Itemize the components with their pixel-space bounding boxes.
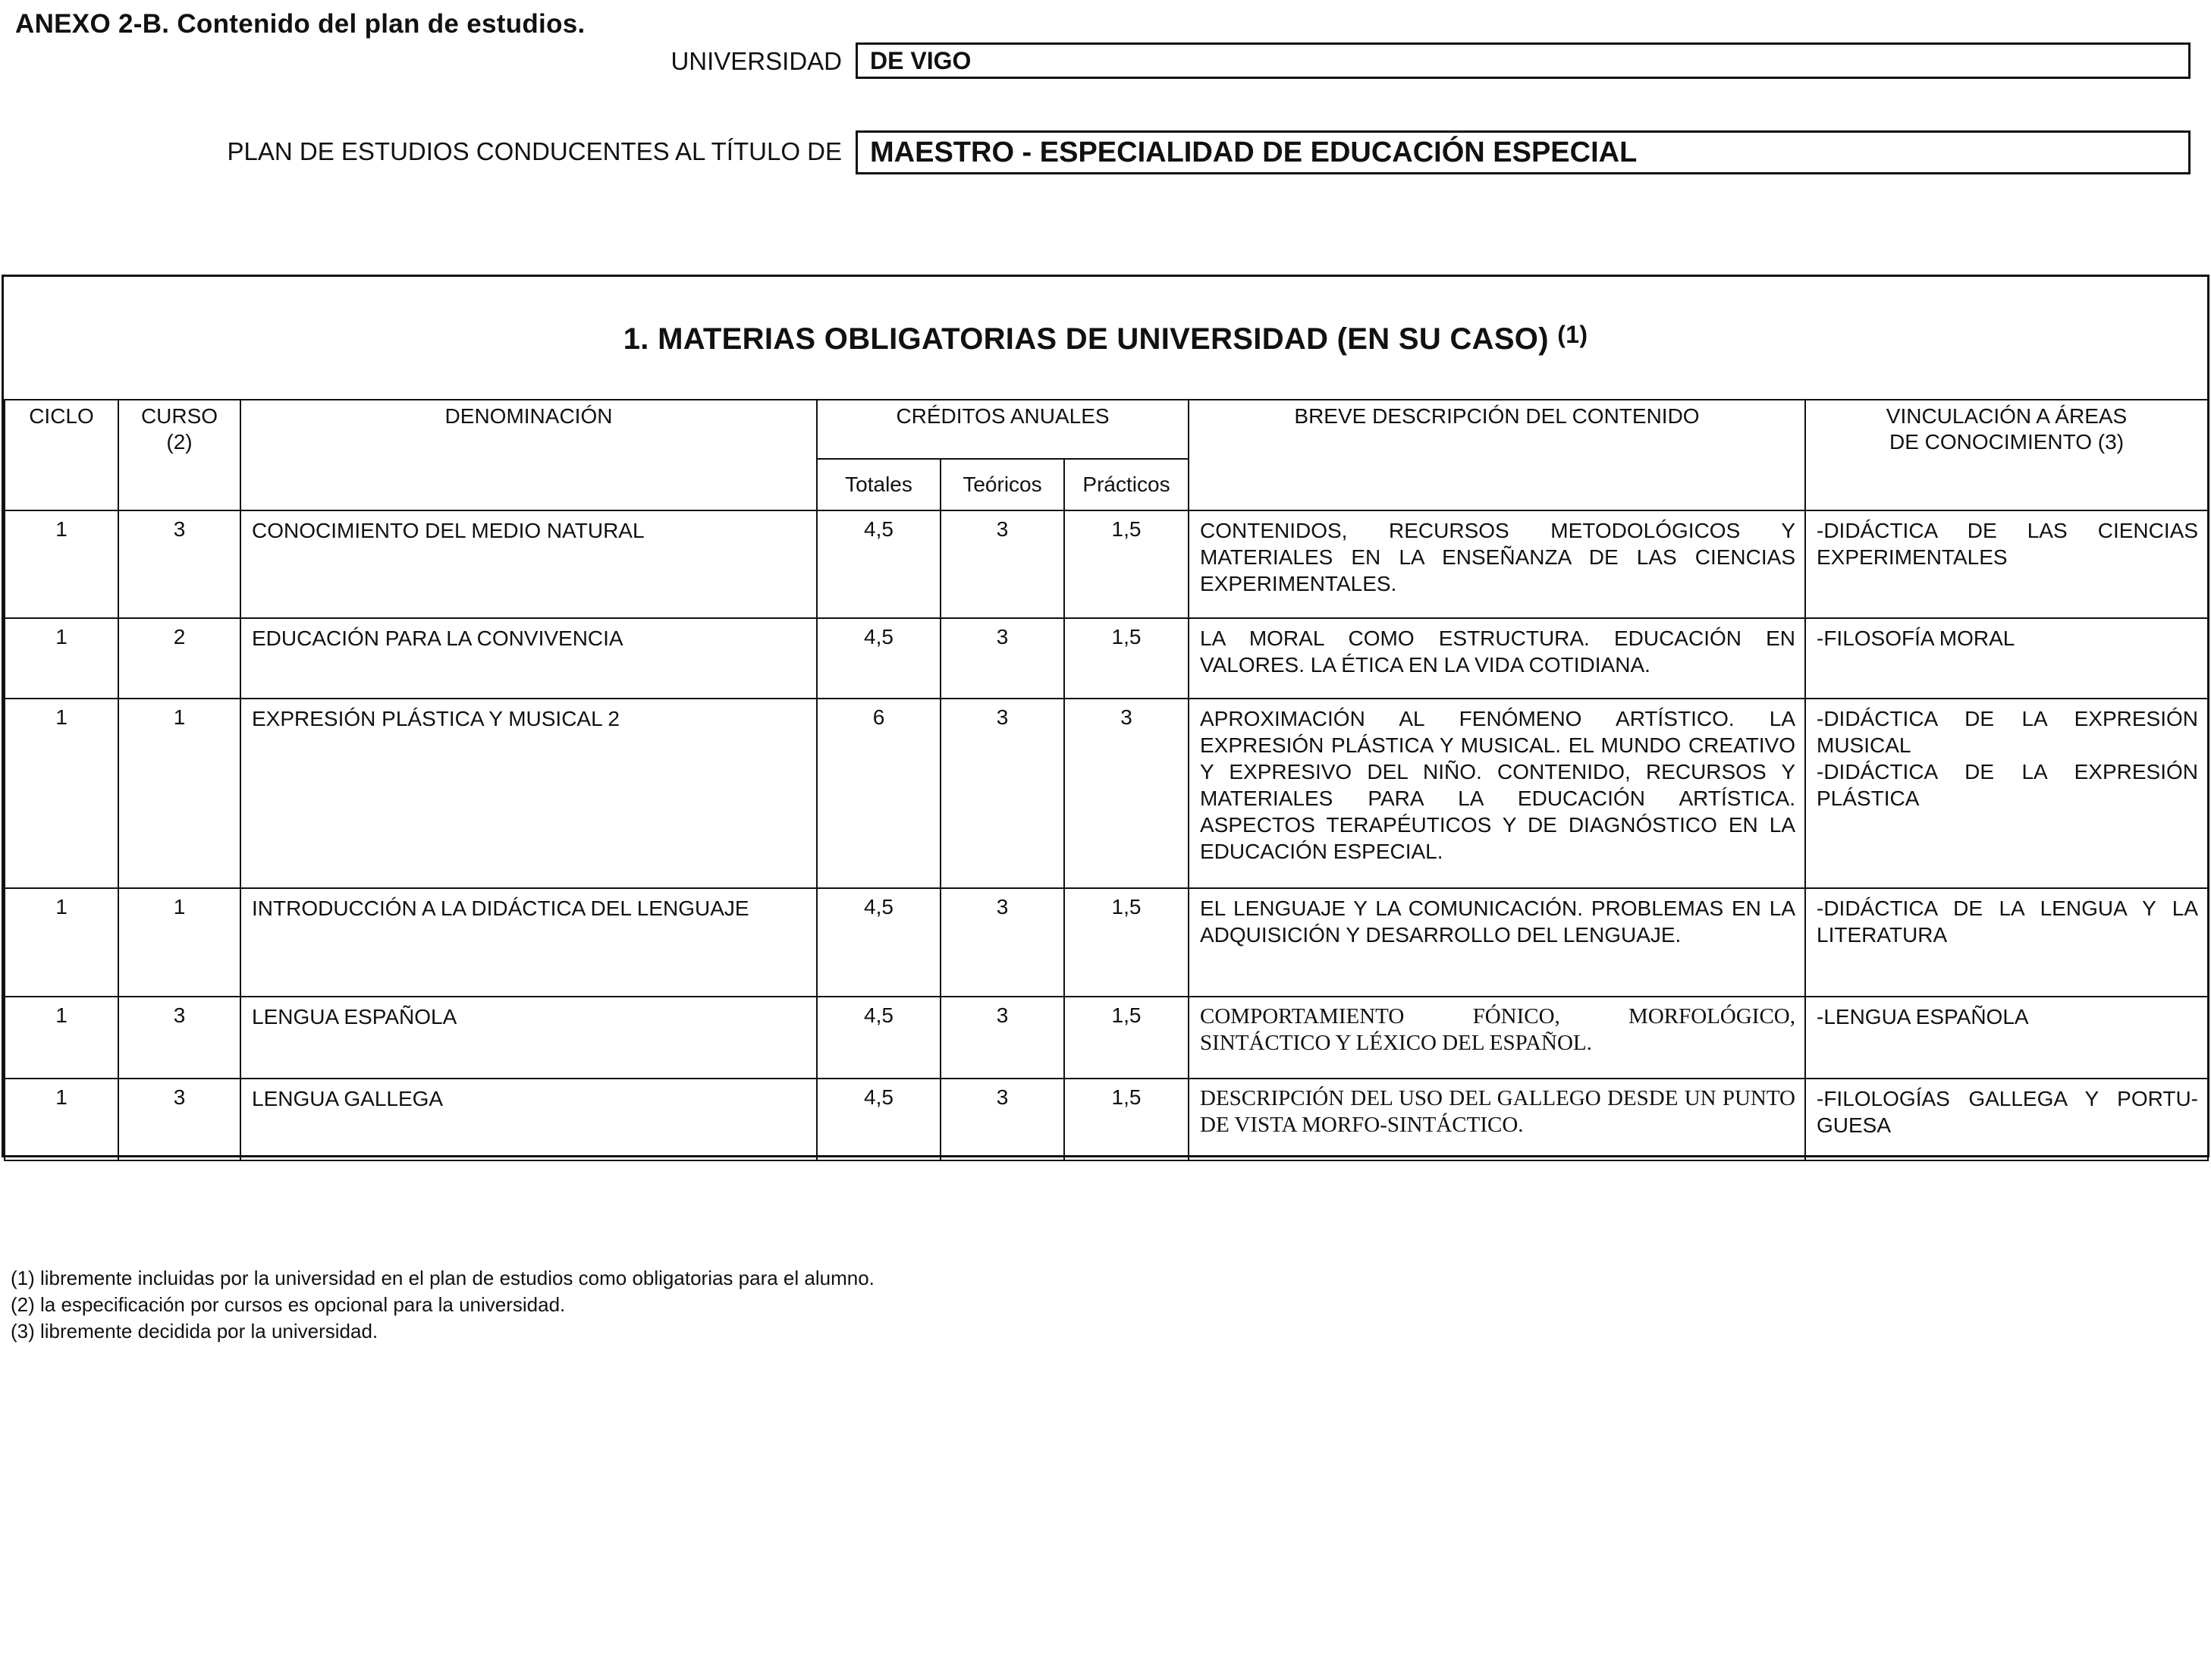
cell-curso: 3: [118, 510, 240, 618]
header-totales: Totales: [817, 459, 941, 510]
cell-denominacion: INTRODUCCIÓN A LA DIDÁCTICA DEL LENGUAJE: [240, 888, 817, 997]
cell-teoricos: 3: [941, 699, 1064, 888]
section-title-note: (1): [1557, 321, 1588, 348]
cell-descripcion: DESCRIPCIÓN DEL USO DEL GALLEGO DESDE UN PUNTO DE VISTA MORFO-SINTÁCTICO.: [1189, 1079, 1805, 1160]
section-title-text: 1. MATERIAS OBLIGATORIAS DE UNIVERSIDAD (EN SU CASO): [623, 322, 1549, 356]
cell-totales: 4,5: [817, 997, 941, 1079]
cell-curso: 3: [118, 997, 240, 1079]
university-value: DE VIGO: [870, 46, 972, 74]
cell-totales: 4,5: [817, 618, 941, 699]
cell-practicos: 1,5: [1064, 618, 1189, 699]
cell-vinculacion: [1805, 618, 2208, 699]
cell-descripcion: APROXIMACIÓN AL FENÓMENO ARTÍSTICO. LA EXPRESIÓN PLÁSTICA Y MUSICAL. EL MUNDO CREATIVO Y EXPRESIVO DEL NIÑO. CONTENIDO, RECURSOS Y MATERIALES PARA LA EDUCACIÓN ARTÍSTICA. ASPECTOS TERAPÉUTICOS Y DE DIAGNÓSTICO EN LA EDUCACIÓN ESPECIAL.: [1189, 699, 1805, 888]
header-descripcion: BREVE DESCRIPCIÓN DEL CONTENIDO: [1189, 400, 1805, 510]
table-row: [5, 618, 2208, 699]
footnote-2: (2) la especificación por cursos es opcional para la universidad.: [11, 1293, 566, 1316]
header-denominacion: DENOMINACIÓN: [240, 400, 817, 510]
cell-totales: 6: [817, 699, 941, 888]
header-teoricos: Teóricos: [941, 459, 1064, 510]
cell-curso: 2: [118, 618, 240, 699]
cell-teoricos: 3: [941, 1079, 1064, 1160]
area-item: -DIDÁCTICA DE LA EXPRESIÓN MUSICAL: [1817, 707, 2198, 757]
cell-denominacion: LENGUA GALLEGA: [240, 1079, 817, 1160]
annex-title: ANEXO 2-B. Contenido del plan de estudios.: [15, 9, 586, 39]
cell-curso: 1: [118, 699, 240, 888]
cell-denominacion: EDUCACIÓN PARA LA CONVIVENCIA: [240, 618, 817, 699]
cell-ciclo: 1: [5, 1079, 118, 1160]
cell-ciclo: 1: [5, 699, 118, 888]
cell-denominacion: LENGUA ESPAÑOLA: [240, 997, 817, 1079]
cell-practicos: 1,5: [1064, 510, 1189, 618]
cell-practicos: 1,5: [1064, 888, 1189, 997]
footnotes: [11, 1265, 875, 1345]
cell-vinculacion: [1805, 1079, 2208, 1160]
university-label: UNIVERSIDAD: [671, 47, 842, 75]
cell-vinculacion: [1805, 997, 2208, 1079]
cell-descripcion: COMPORTAMIENTO FÓNICO, MORFOLÓGICO, SINTÁCTICO Y LÉXICO DEL ESPAÑOL.: [1189, 997, 1805, 1079]
cell-totales: 4,5: [817, 888, 941, 997]
section-title: [4, 322, 2207, 356]
header-vinculacion-line2: DE CONOCIMIENTO (3): [1889, 430, 2125, 454]
header-vinculacion: [1805, 400, 2208, 510]
header-curso-label: CURSO: [140, 404, 218, 428]
university-field: [856, 42, 2191, 79]
cell-teoricos: 3: [941, 510, 1064, 618]
cell-vinculacion: [1805, 888, 2208, 997]
table-row: [5, 997, 2208, 1079]
table-row: [5, 888, 2208, 997]
subjects-section: [2, 275, 2209, 1157]
table-row: [5, 699, 2208, 888]
footnote-1: (1) libremente incluidas por la universidad en el plan de estudios como obligatorias para el alumno.: [11, 1267, 875, 1289]
cell-denominacion: CONOCIMIENTO DEL MEDIO NATURAL: [240, 510, 817, 618]
cell-teoricos: 3: [941, 888, 1064, 997]
cell-teoricos: 3: [941, 618, 1064, 699]
cell-curso: 1: [118, 888, 240, 997]
cell-practicos: 3: [1064, 699, 1189, 888]
cell-descripcion: EL LENGUAJE Y LA COMUNICACIÓN. PROBLEMAS EN LA ADQUISICIÓN Y DESARROLLO DEL LENGUAJE.: [1189, 888, 1805, 997]
cell-vinculacion: [1805, 510, 2208, 618]
cell-vinculacion: [1805, 699, 2208, 888]
area-item: -DIDÁCTICA DE LA EXPRESIÓN PLÁSTICA: [1817, 760, 2198, 810]
cell-descripcion: CONTENIDOS, RECURSOS METODOLÓGICOS Y MATERIALES EN LA ENSEÑANZA DE LAS CIENCIAS EXPERIMENTALES.: [1189, 510, 1805, 618]
subjects-table: [4, 399, 2209, 1161]
header-curso: [118, 400, 240, 510]
cell-totales: 4,5: [817, 510, 941, 618]
header-curso-note: (2): [166, 430, 193, 454]
cell-descripcion: LA MORAL COMO ESTRUCTURA. EDUCACIÓN EN VALORES. LA ÉTICA EN LA VIDA COTIDIANA.: [1189, 618, 1805, 699]
header-creditos: CRÉDITOS ANUALES: [817, 400, 1189, 459]
header-ciclo: CICLO: [5, 400, 118, 510]
table-row: [5, 1079, 2208, 1160]
area-item: -FILOSOFÍA MORAL: [1817, 626, 2015, 650]
cell-ciclo: 1: [5, 997, 118, 1079]
cell-totales: 4,5: [817, 1079, 941, 1160]
plan-value: MAESTRO - ESPECIALIDAD DE EDUCACIÓN ESPECIAL: [870, 136, 1638, 168]
header-vinculacion-line1: VINCULACIÓN A ÁREAS: [1886, 404, 2128, 428]
area-item: -FILOLOGÍAS GALLEGA Y PORTU-GUESA: [1817, 1087, 2198, 1137]
cell-curso: 3: [118, 1079, 240, 1160]
area-item: -DIDÁCTICA DE LA LENGUA Y LA LITERATURA: [1817, 897, 2198, 947]
cell-ciclo: 1: [5, 618, 118, 699]
plan-label: PLAN DE ESTUDIOS CONDUCENTES AL TÍTULO DE: [227, 137, 842, 165]
cell-denominacion: EXPRESIÓN PLÁSTICA Y MUSICAL 2: [240, 699, 817, 888]
cell-practicos: 1,5: [1064, 1079, 1189, 1160]
area-item: -LENGUA ESPAÑOLA: [1817, 1005, 2029, 1028]
cell-ciclo: 1: [5, 510, 118, 618]
footnote-3: (3) libremente decidida por la universidad.: [11, 1320, 378, 1342]
cell-ciclo: 1: [5, 888, 118, 997]
header-practicos: Prácticos: [1064, 459, 1189, 510]
cell-teoricos: 3: [941, 997, 1064, 1079]
area-item: -DIDÁCTICA DE LAS CIENCIAS EXPERIMENTALES: [1817, 519, 2198, 569]
cell-practicos: 1,5: [1064, 997, 1189, 1079]
table-row: [5, 510, 2208, 618]
plan-field: [856, 130, 2191, 174]
